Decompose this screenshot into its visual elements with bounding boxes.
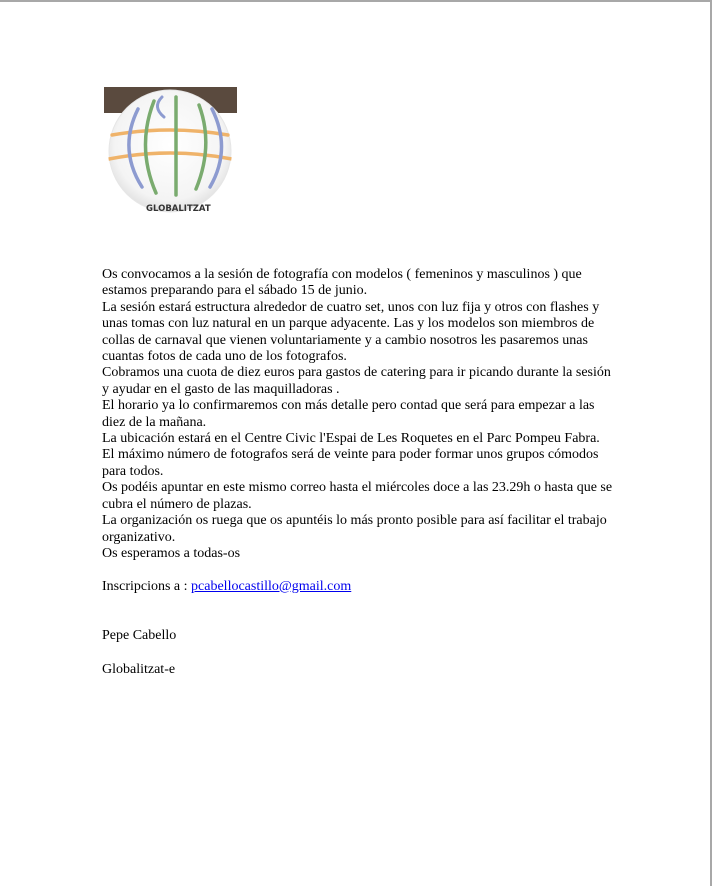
logo-wordmark: GLOBALITZAT	[146, 204, 211, 214]
paragraph-intro: Os convocamos a la sesión de fotografía con modelos ( femeninos y masculinos ) que estamos preparando para el sábado 15 de junio.	[102, 267, 582, 299]
paragraph-request: La organización os ruega que os apuntéis lo más pronto posible para así facilitar el trabajo organizativo.	[102, 513, 607, 545]
paragraph-location: La ubicación estará en el Centre Civic l'Espai de Les Roquetes en el Parc Pompeu Fabra.	[102, 431, 600, 447]
email-link[interactable]: pcabellocastillo@gmail.com	[191, 578, 352, 594]
inscription-line	[102, 579, 614, 595]
spacer	[102, 645, 614, 662]
spacer	[102, 595, 614, 628]
paragraph-max-photographers: El máximo número de fotografos será de veinte para poder formar unos grupos cómodos para todos.	[102, 447, 599, 479]
paragraph-session: La sesión estará estructura alrededor de cuatro set, unos con luz fija y otros con flashes y unas tomas con luz natural en un parque adyacente. Las y los modelos son miembros de collas de carnaval que vienen voluntariamente y a cambio nosotros les pasaremos unas cuantas fotos de cada uno de los fotografos.	[102, 299, 600, 365]
paragraph-fee: Cobramos una cuota de diez euros para gastos de catering para ir picando durante la sesión y ayudar en el gasto de las maquilladoras .	[102, 365, 611, 397]
spacer	[102, 562, 614, 578]
email-body	[102, 267, 614, 678]
inscription-label: Inscripcions a :	[102, 578, 192, 594]
signature-name: Pepe Cabello	[102, 628, 177, 644]
globalitzat-logo	[104, 87, 237, 215]
paragraph-signup: Os podéis apuntar en este mismo correo hasta el miércoles doce a las 23.29h o hasta que se cubra el número de plazas.	[102, 480, 613, 512]
paragraph-closing: Os esperamos a todas-os	[102, 545, 241, 561]
signature-org: Globalitzat-e	[102, 661, 176, 677]
globe-logo-icon	[104, 87, 237, 215]
paragraph-schedule: El horario ya lo confirmaremos con más detalle pero contad que será para empezar a las diez de la mañana.	[102, 398, 595, 430]
